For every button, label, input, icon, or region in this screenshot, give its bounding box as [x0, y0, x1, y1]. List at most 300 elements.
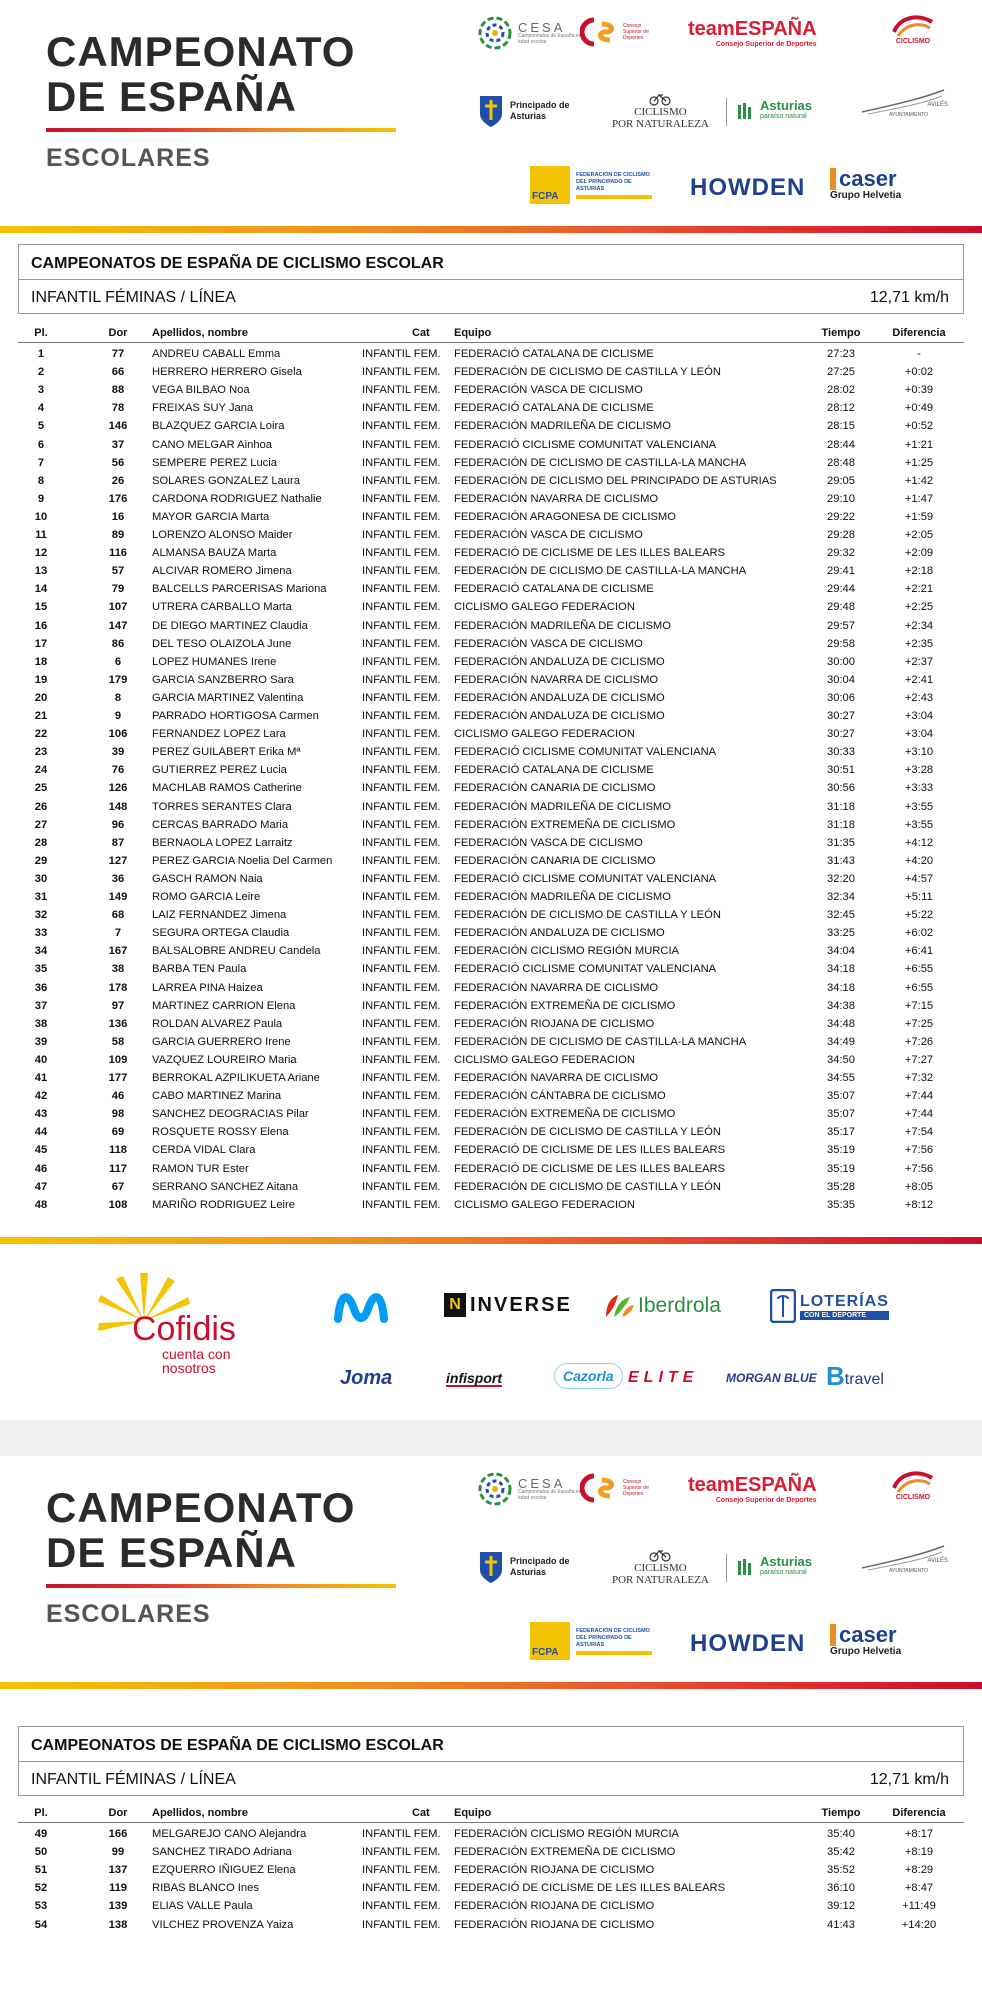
bib-cell: 138 [108, 1918, 128, 1931]
position-cell: 35 [34, 963, 48, 976]
bib-cell: 96 [111, 818, 125, 831]
team-cell: FEDERACIÓ CICLISME COMUNITAT VALENCIANA [454, 438, 717, 451]
position-cell: 34 [34, 945, 48, 958]
iberdrola-logo [602, 1293, 721, 1319]
loterias-logo [770, 1289, 889, 1323]
fcpa-logo [530, 166, 652, 204]
bib-cell: 147 [108, 619, 128, 632]
position-cell: 31 [34, 891, 48, 903]
bib-cell: 176 [108, 492, 128, 505]
category-cell: INFANTIL FEM. [362, 1126, 441, 1139]
bib-cell: 6 [114, 655, 122, 668]
table-row [18, 906, 964, 924]
gap-cell: +7:27 [904, 1053, 934, 1066]
table-row [18, 725, 964, 743]
table-row [18, 436, 964, 454]
position-cell: 2 [37, 366, 45, 379]
caser-name-2: caser [830, 1624, 897, 1646]
team-cell: FEDERACIÓN MADRILEÑA DE CICLISMO [454, 619, 671, 632]
howden-logo [690, 174, 805, 202]
team-cell: FEDERACIÓN ARAGONESA DE CICLISMO [454, 510, 676, 523]
rfec-emblem-icon-2 [890, 1468, 936, 1494]
table-row [18, 617, 964, 635]
time-cell: 29:05 [827, 474, 855, 487]
gap-cell: +7:32 [904, 1072, 934, 1084]
col-cat-2: Cat [412, 1807, 430, 1819]
bib-cell: 148 [108, 800, 128, 813]
time-cell: 29:57 [827, 619, 855, 632]
team-cell: FEDERACIÓN NAVARRA DE CICLISMO [454, 673, 659, 686]
rider-name-cell: SANCHEZ TIRADO Adriana [152, 1846, 292, 1859]
time-cell: 32:45 [827, 909, 855, 922]
rider-name-cell: ELIAS VALLE Paula [152, 1900, 253, 1913]
asturias-shield-icon-2 [478, 1550, 504, 1584]
asturias-shield-icon [478, 94, 504, 128]
table-header-2 [18, 1804, 964, 1822]
category-cell: INFANTIL FEM. [362, 746, 441, 759]
caser-name: caser [830, 168, 897, 190]
rider-name-cell: UTRERA CARBALLO Marta [152, 601, 292, 614]
team-cell: FEDERACIÓN RIOJANA DE CICLISMO [454, 1900, 655, 1913]
rider-name-cell: EZQUERRO IÑIGUEZ Elena [152, 1864, 296, 1877]
bib-cell: 36 [111, 872, 125, 885]
joma-logo [340, 1367, 392, 1390]
gap-cell: +8:47 [904, 1882, 934, 1895]
category-cell: INFANTIL FEM. [362, 710, 441, 722]
position-cell: 32 [34, 909, 48, 922]
bib-cell: 37 [111, 438, 125, 451]
iberdrola-name: Iberdrola [638, 1294, 721, 1317]
ciclismo-naturaleza-line2-2: POR NATURALEZA [612, 1574, 709, 1586]
bib-cell: 16 [111, 510, 125, 523]
category-cell: INFANTIL FEM. [362, 728, 441, 741]
cesa-subtext: Campeonatos de España en edad escolar [518, 32, 582, 45]
cofidis-tagline-2: nosotros [162, 1360, 216, 1376]
teamespana-logo-2 [688, 1474, 817, 1504]
gap-cell: +2:25 [904, 601, 934, 614]
rider-name-cell: LOPEZ HUMANES Irene [152, 655, 277, 668]
table-row [18, 399, 964, 417]
fcpa-name: FCPA [532, 191, 559, 202]
team-cell: FEDERACIÓ CICLISME COMUNITAT VALENCIANA [454, 746, 717, 759]
team-cell: FEDERACIÓN MADRILEÑA DE CICLISMO [454, 420, 671, 433]
bib-cell: 88 [111, 384, 125, 397]
category-cell: INFANTIL FEM. [362, 999, 441, 1012]
cesa-name: CESA [518, 19, 566, 35]
position-cell: 14 [34, 583, 48, 596]
joma-name: Joma [340, 1367, 393, 1389]
team-cell: FEDERACIÓN NAVARRA DE CICLISMO [454, 981, 659, 994]
category-cell: INFANTIL FEM. [362, 891, 441, 903]
asturias-name: Principado de Asturias [510, 100, 570, 121]
rider-name-cell: GARCIA MARTINEZ Valentina [152, 691, 304, 704]
team-cell: FEDERACIÓN CANARIA DE CICLISMO [454, 782, 656, 795]
position-cell: 11 [35, 529, 47, 541]
infisport-name: infisport [446, 1370, 502, 1386]
results-category: INFANTIL FÉMINAS / LÍNEA [31, 289, 236, 306]
howden-name: HOWDEN [690, 174, 806, 201]
rfec-emblem-icon [890, 12, 936, 38]
gap-cell: +3:55 [904, 800, 934, 813]
time-cell: 32:20 [827, 872, 855, 885]
ciclismo-naturaleza-line1: CICLISMO [634, 106, 687, 118]
bicycle-icon-2 [649, 1548, 671, 1562]
category-cell: INFANTIL FEM. [362, 583, 441, 596]
rider-name-cell: FERNANDEZ LOPEZ Lara [152, 728, 286, 741]
category-cell: INFANTIL FEM. [362, 1162, 441, 1175]
table-row [18, 870, 964, 888]
team-cell: FEDERACIÓN RIOJANA DE CICLISMO [454, 1017, 655, 1030]
table-row [18, 888, 964, 906]
rider-name-cell: BALSALOBRE ANDREU Candela [152, 945, 321, 958]
table-row [18, 1033, 964, 1051]
rider-name-cell: ROMO GARCIA Leire [152, 891, 261, 903]
table-row [18, 924, 964, 942]
inverse-name: INVERSE [470, 1293, 572, 1316]
cesa-emblem-icon-2 [478, 1472, 512, 1506]
category-cell: INFANTIL FEM. [362, 1180, 441, 1193]
table-header-rule [18, 342, 964, 343]
time-cell: 28:44 [827, 438, 855, 451]
rider-name-cell: CERDA VIDAL Clara [152, 1144, 256, 1157]
event-header [0, 0, 982, 232]
bib-cell: 76 [111, 764, 125, 777]
table-header [18, 324, 964, 342]
event-title-line1: CAMPEONATO [46, 28, 356, 75]
bib-cell: 146 [108, 420, 128, 433]
event-title-line2-2: DE ESPAÑA [46, 1529, 297, 1576]
inverse-logo [444, 1293, 572, 1317]
team-cell: FEDERACIÓN EXTREMEÑA DE CICLISMO [454, 818, 676, 831]
position-cell: 33 [34, 927, 48, 940]
table-row [18, 1916, 964, 1934]
position-cell: 45 [34, 1144, 48, 1157]
category-cell: INFANTIL FEM. [362, 547, 441, 560]
position-cell: 20 [34, 691, 48, 704]
gap-cell: +7:56 [904, 1144, 934, 1157]
table-row [18, 942, 964, 960]
aviles-name: AVILÉS [927, 102, 948, 108]
gap-cell: +0:49 [904, 402, 934, 415]
table-row [18, 1196, 964, 1214]
category-cell: INFANTIL FEM. [362, 836, 441, 849]
table-header-rule-2 [18, 1822, 964, 1823]
position-cell: 15 [34, 601, 48, 614]
gap-cell: +8:29 [904, 1864, 934, 1877]
category-cell: INFANTIL FEM. [362, 637, 441, 650]
time-cell: 30:06 [827, 691, 855, 704]
position-cell: 6 [37, 438, 45, 451]
time-cell: 30:51 [827, 764, 855, 777]
gap-cell: +8:12 [904, 1198, 934, 1211]
caser-logo-2 [830, 1624, 901, 1657]
event-title-line1-2: CAMPEONATO [46, 1484, 356, 1531]
position-cell: 46 [34, 1162, 48, 1175]
time-cell: 30:56 [827, 782, 855, 795]
category-cell: INFANTIL FEM. [362, 601, 441, 614]
col-dor: Dor [108, 327, 128, 339]
table-row [18, 363, 964, 381]
results-title-box [18, 244, 964, 314]
section-bottom-stripe [0, 1237, 982, 1244]
rfec-logo-2 [890, 1468, 936, 1501]
category-cell: INFANTIL FEM. [362, 963, 441, 976]
gap-cell: +4:57 [904, 872, 934, 885]
table-row [18, 834, 964, 852]
team-cell: FEDERACIÓ DE CICLISME DE LES ILLES BALEARS [454, 1144, 726, 1157]
time-cell: 34:49 [827, 1035, 855, 1048]
time-cell: 34:48 [827, 1017, 855, 1030]
table-row [18, 671, 964, 689]
category-cell: INFANTIL FEM. [362, 384, 441, 397]
rider-name-cell: ROLDAN ALVAREZ Paula [152, 1017, 283, 1030]
csd-emblem-icon-2 [580, 1472, 620, 1504]
logo-divider [726, 98, 727, 126]
bib-cell: 107 [108, 601, 128, 614]
category-cell: INFANTIL FEM. [362, 420, 441, 433]
asturias-paraiso-subtext: paraíso natural [760, 113, 807, 120]
cazorla-logo [554, 1363, 623, 1389]
gap-cell: +4:20 [904, 854, 934, 867]
team-cell: FEDERACIÓN RIOJANA DE CICLISMO [454, 1918, 655, 1931]
bib-cell: 98 [111, 1108, 125, 1121]
table-row [18, 526, 964, 544]
position-cell: 42 [34, 1090, 48, 1103]
bib-cell: 117 [108, 1162, 128, 1175]
team-cell: CICLISMO GALEGO FEDERACION [454, 601, 635, 614]
gap-cell: - [917, 348, 921, 360]
fcpa-emblem-icon-2 [530, 1622, 570, 1660]
team-cell: FEDERACIÓN EXTREMEÑA DE CICLISMO [454, 1108, 676, 1121]
table-row [18, 544, 964, 562]
team-cell: FEDERACIÓN CÁNTABRA DE CICLISMO [454, 1090, 666, 1103]
table-row [18, 997, 964, 1015]
team-cell: FEDERACIÓN EXTREMEÑA DE CICLISMO [454, 999, 676, 1012]
rider-name-cell: BLAZQUEZ GARCIA Loira [152, 420, 285, 433]
time-cell: 29:41 [827, 565, 855, 578]
position-cell: 37 [34, 999, 48, 1012]
asturias-paraiso-name-2: Asturias [760, 1554, 813, 1569]
cofidis-tagline-1: cuenta con [162, 1346, 231, 1362]
aviles-subtext: AYUNTAMIENTO [889, 112, 928, 118]
bib-cell: 166 [108, 1828, 128, 1840]
rider-name-cell: SANCHEZ DEOGRACIAS Pilar [152, 1108, 309, 1121]
time-cell: 36:10 [827, 1882, 855, 1895]
team-cell: FEDERACIÓN DE CICLISMO DE CASTILLA Y LEÓN [454, 1180, 721, 1193]
table-row [18, 960, 964, 978]
position-cell: 39 [34, 1035, 48, 1048]
bib-cell: 39 [111, 746, 125, 759]
gap-cell: +1:21 [904, 438, 934, 451]
bib-cell: 58 [111, 1035, 125, 1048]
fcpa-logo-2 [530, 1622, 652, 1660]
col-time-2: Tiempo [821, 1807, 861, 1819]
bib-cell: 79 [111, 583, 125, 596]
bib-cell: 57 [111, 565, 125, 578]
time-cell: 35:19 [827, 1162, 855, 1175]
gap-cell: +2:05 [904, 529, 934, 541]
category-cell: INFANTIL FEM. [362, 764, 441, 777]
position-cell: 47 [34, 1180, 48, 1193]
gap-cell: +2:09 [904, 547, 934, 560]
category-cell: INFANTIL FEM. [362, 1846, 441, 1859]
table-row [18, 816, 964, 834]
bib-cell: 106 [108, 728, 128, 741]
category-cell: INFANTIL FEM. [362, 456, 441, 469]
time-cell: 35:52 [827, 1864, 855, 1877]
table-row [18, 852, 964, 870]
table-row [18, 417, 964, 435]
team-cell: FEDERACIÓ CATALANA DE CICLISME [454, 764, 654, 777]
rider-name-cell: BERROKAL AZPILIKUETA Ariane [152, 1072, 320, 1084]
team-cell: FEDERACIÓN MADRILEÑA DE CICLISMO [454, 800, 671, 813]
rider-name-cell: ALMANSA BAUZA Marta [152, 547, 277, 560]
category-cell: INFANTIL FEM. [362, 1035, 441, 1048]
rider-name-cell: VEGA BILBAO Noa [152, 384, 250, 397]
table-row [18, 1087, 964, 1105]
time-cell: 33:25 [827, 927, 855, 940]
gap-cell: +8:17 [904, 1828, 934, 1840]
time-cell: 28:12 [827, 402, 855, 415]
table-row [18, 653, 964, 671]
position-cell: 41 [34, 1072, 48, 1084]
fcpa-subtext-2: FEDERACIÓN DE CICLISMO DEL PRINCIPADO DE ASTURIAS [576, 1628, 652, 1655]
position-cell: 9 [37, 492, 45, 505]
table-row [18, 1123, 964, 1141]
paraiso-natural-icon [736, 101, 756, 121]
time-cell: 30:27 [827, 728, 855, 741]
category-cell: INFANTIL FEM. [362, 909, 441, 922]
table-row [18, 472, 964, 490]
team-cell: FEDERACIÓ DE CICLISME DE LES ILLES BALEARS [454, 547, 726, 560]
rider-name-cell: ROSQUETE ROSSY Elena [152, 1126, 289, 1139]
category-cell: INFANTIL FEM. [362, 510, 441, 523]
category-cell: INFANTIL FEM. [362, 854, 441, 867]
btravel-name: travel [844, 1371, 884, 1388]
aviles-name-2: AVILÉS [927, 1558, 948, 1564]
table-row [18, 1897, 964, 1915]
gap-cell: +2:21 [904, 583, 934, 596]
rider-name-cell: CABO MARTINEZ Marina [152, 1090, 282, 1103]
category-cell: INFANTIL FEM. [362, 981, 441, 994]
bib-cell: 179 [108, 673, 128, 686]
team-cell: CICLISMO GALEGO FEDERACION [454, 1198, 635, 1211]
time-cell: 32:34 [827, 891, 855, 903]
csd-emblem-icon [580, 16, 620, 48]
category-cell: INFANTIL FEM. [362, 1918, 441, 1931]
team-cell: FEDERACIÓN VASCA DE CICLISMO [454, 529, 643, 541]
table-row [18, 454, 964, 472]
position-cell: 1 [37, 348, 45, 360]
category-cell: INFANTIL FEM. [362, 1882, 441, 1895]
position-cell: 50 [34, 1846, 48, 1859]
time-cell: 31:18 [827, 818, 855, 831]
time-cell: 29:32 [827, 547, 855, 560]
position-cell: 52 [34, 1882, 48, 1895]
results-speed-2: 12,71 km/h [869, 1771, 949, 1788]
btravel-logo [826, 1363, 884, 1389]
aviles-logo [858, 86, 948, 118]
position-cell: 53 [34, 1900, 48, 1913]
team-cell: FEDERACIÓ CATALANA DE CICLISME [454, 402, 654, 415]
results-title-box-2 [18, 1726, 964, 1796]
table-row [18, 1069, 964, 1087]
loterias-subtext: CON EL DEPORTE [800, 1311, 889, 1320]
bicycle-icon [649, 92, 671, 106]
elite-name: ELITE [628, 1369, 699, 1386]
aviles-logo-2 [858, 1542, 948, 1574]
table-row [18, 381, 964, 399]
team-cell: FEDERACIÓN DE CICLISMO DE CASTILLA-LA MANCHA [454, 565, 747, 578]
table-row [18, 689, 964, 707]
position-cell: 16 [34, 619, 48, 632]
time-cell: 35:07 [827, 1108, 855, 1121]
category-cell: INFANTIL FEM. [362, 782, 441, 795]
gap-cell: +11:49 [902, 1900, 936, 1913]
category-cell: INFANTIL FEM. [362, 1072, 441, 1084]
time-cell: 31:43 [827, 854, 855, 867]
category-cell: INFANTIL FEM. [362, 1828, 441, 1840]
event-title-line2: DE ESPAÑA [46, 73, 297, 120]
position-cell: 49 [34, 1828, 48, 1840]
bib-cell: 9 [114, 710, 122, 722]
howden-logo-2 [690, 1630, 805, 1658]
rider-name-cell: MELGAREJO CANO Alejandra [152, 1828, 307, 1840]
bib-cell: 116 [108, 547, 128, 560]
team-cell: FEDERACIÓ CICLISME COMUNITAT VALENCIANA [454, 872, 717, 885]
loterias-emblem-icon [770, 1289, 796, 1323]
rider-name-cell: LAIZ FERNANDEZ Jimena [152, 909, 287, 922]
col-name-2: Apellidos, nombre [152, 1807, 248, 1819]
team-cell: FEDERACIÓN CANARIA DE CICLISMO [454, 854, 656, 867]
category-cell: INFANTIL FEM. [362, 565, 441, 578]
cesa-name-2: CESA [518, 1475, 566, 1491]
position-cell: 12 [34, 547, 48, 560]
bib-cell: 108 [108, 1198, 128, 1211]
gap-cell: +7:54 [904, 1126, 934, 1139]
time-cell: 29:58 [827, 637, 855, 650]
bib-cell: 7 [114, 927, 122, 940]
gap-cell: +7:44 [904, 1090, 934, 1103]
asturias-logo-2 [478, 1550, 574, 1584]
position-cell: 48 [34, 1198, 48, 1211]
table-row [18, 1879, 964, 1897]
gap-cell: +0:39 [904, 384, 934, 397]
position-cell: 21 [34, 710, 48, 722]
fcpa-subtext: FEDERACIÓN DE CICLISMO DEL PRINCIPADO DE ASTURIAS [576, 172, 652, 199]
gap-cell: +5:22 [904, 909, 934, 922]
table-row [18, 1141, 964, 1159]
position-cell: 13 [34, 565, 48, 578]
iberdrola-leaf-icon [602, 1293, 636, 1319]
position-cell: 40 [34, 1053, 48, 1066]
time-cell: 29:44 [827, 583, 855, 596]
team-cell: FEDERACIÓN ANDALUZA DE CICLISMO [454, 927, 665, 940]
bib-cell: 26 [111, 474, 125, 487]
cofidis-name: Cofidis [132, 1310, 236, 1348]
team-cell: FEDERACIÓN MADRILEÑA DE CICLISMO [454, 891, 671, 903]
team-cell: CICLISMO GALEGO FEDERACION [454, 1053, 635, 1066]
cesa-emblem-icon [478, 16, 512, 50]
rider-name-cell: SEGURA ORTEGA Claudia [152, 927, 290, 940]
table-row [18, 1160, 964, 1178]
position-cell: 54 [34, 1918, 48, 1931]
position-cell: 28 [34, 836, 48, 849]
gap-cell: +3:55 [904, 818, 934, 831]
time-cell: 31:18 [827, 800, 855, 813]
time-cell: 30:33 [827, 746, 855, 759]
category-cell: INFANTIL FEM. [362, 492, 441, 505]
